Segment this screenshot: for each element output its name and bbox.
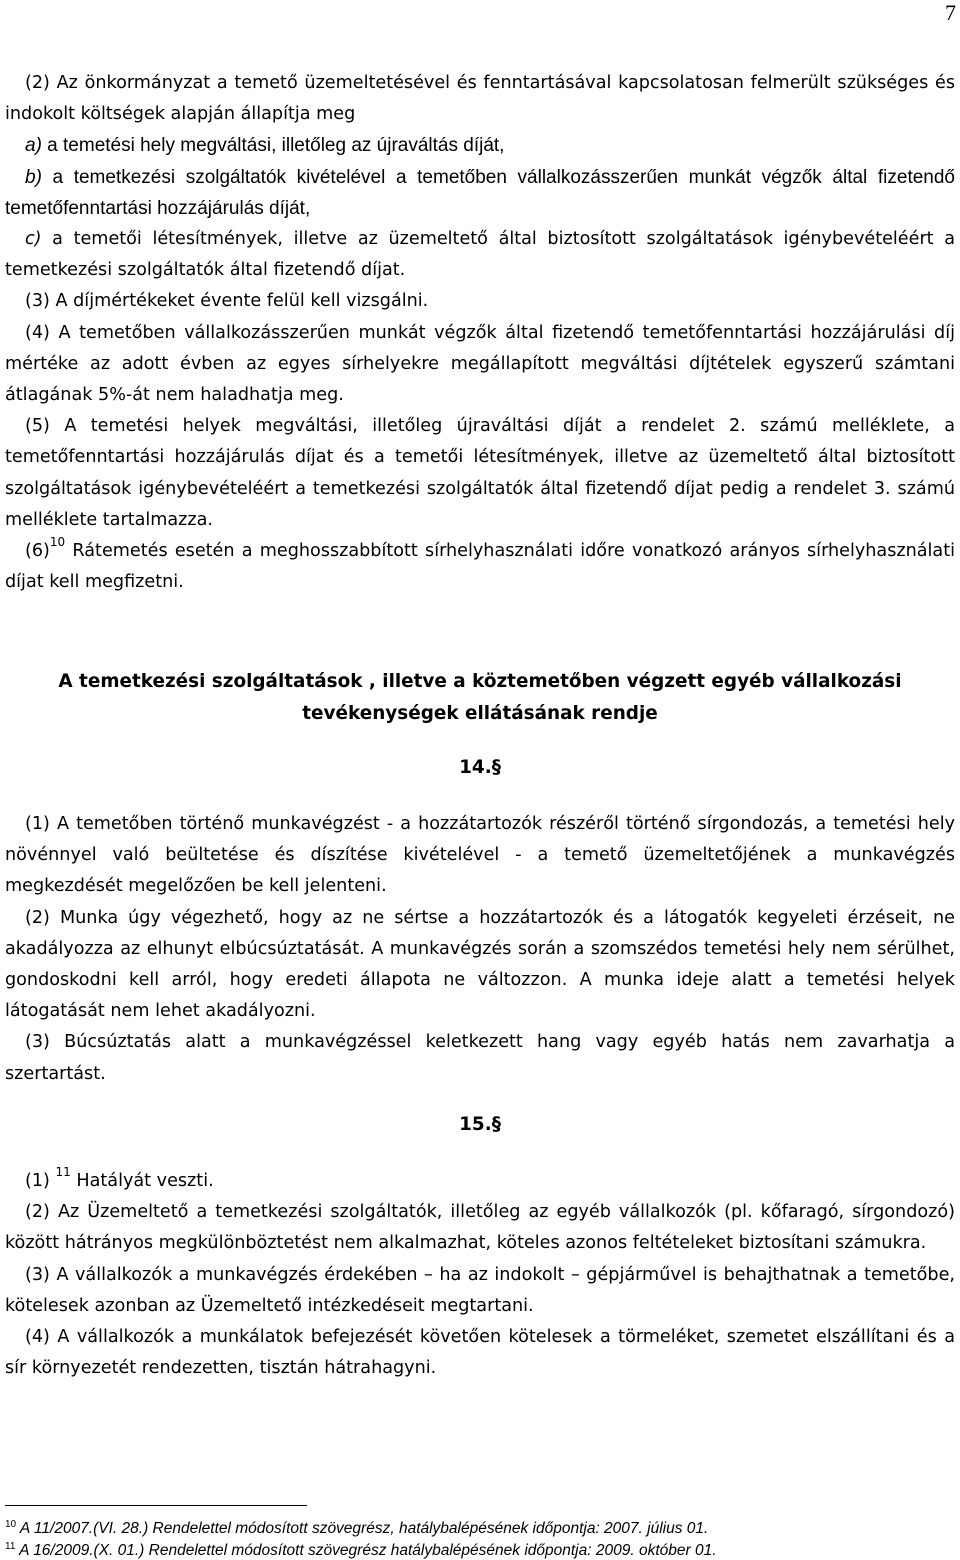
s15-paragraph-2: (2) Az Üzemeltető a temetkezési szolgáltatók, illetőleg az egyéb vállalkozók (pl. kőfaragó, sírgondozó) között hátrányos megkülönböztetést nem alkalmazhat, köteles azonos feltételeket biztosítani számukra. xyxy=(5,1202,955,1254)
top-paragraphs xyxy=(5,68,955,598)
paragraph-5: (5) A temetési helyek megváltási, illetőleg újraváltási díját a rendelet 2. számú melléklete, a temetőfenntartási hozzájárulás díjat és a temetői létesítmények, illetve az üzemeltető által biztosított szolgáltatások igénybevételéért a temetkezési szolgáltatók által fizetendő díjat pedig a rendelet 3. számú melléklete tartalmazza. xyxy=(5,416,955,530)
item-b: b) a temetkezési szolgáltatók kivételével a temetőben vállalkozásszerűen munkát végzők által fizetendő temetőfenntartási hozzájárulás díját, xyxy=(5,166,955,219)
section-number-15: 15.§ xyxy=(459,1114,501,1135)
footnote-separator xyxy=(5,1505,307,1506)
s15-paragraph-3: (3) A vállalkozók a munkavégzés érdekében – ha az indokolt – gépjárművel is behajthatnak a temetőbe, kötelesek azonban az Üzemeltető intézkedéseit megtartani. xyxy=(5,1264,955,1316)
s15-paragraph-4: (4) A vállalkozók a munkálatok befejezését követően kötelesek a törmeléket, szemetet elszállítani és a sír környezetét rendezetten, tisztán hátrahagyni. xyxy=(5,1327,955,1379)
paragraph-2: (2) Az önkormányzat a temető üzemeltetésével és fenntartásával kapcsolatosan felmerült szükséges és indokolt költségek alapján állapítja meg xyxy=(5,73,955,125)
paragraph-4: (4) A temetőben vállalkozásszerűen munkát végzők által fizetendő temetőfenntartási hozzájárulási díj mértéke az adott évben az egyes sírhelyekre megállapított megváltási díjtételek egyszerű számtani átlagának 5%-át nem haladhatja meg. xyxy=(5,322,955,406)
s14-paragraph-2: (2) Munka úgy végezhető, hogy az ne sértse a hozzátartozók és a látogatók kegyeleti érzéseit, ne akadályozza az elhunyt elbúcsúztatását. A munkavégzés során a szomszédos temetési hely nem sérülhet, gondoskodni kell arról, hogy eredeti állapota ne változzon. A munka ideje alatt a temetési helyek látogatását nem lehet akadályozni. xyxy=(5,907,955,1022)
page-number: 7 xyxy=(945,0,956,25)
s15-paragraph-1: (1) $^{11}$ Hatályát veszti. xyxy=(25,1165,214,1191)
paragraph-6: $(6)^{10}$ Rátemetés esetén a meghosszabbított sírhelyhasználati időre vonatkozó arányos sírhelyhasználati díjat kell megfizetni. xyxy=(5,535,955,593)
chapter-heading: A temetkezési szolgáltatások , illetve a köztemetőben végzett egyéb vállalkozási tevékenységek ellátásának rendje xyxy=(58,671,902,724)
item-c: c) a temetői létesítmények, illetve az üzemeltető által biztosított szolgáltatások igénybevételéért a temetkezési szolgáltatók által fizetendő díjat. xyxy=(5,229,955,281)
section-14-paragraphs xyxy=(5,809,955,1090)
section-number-14: 14.§ xyxy=(459,757,501,778)
footnote-ref-11[interactable]: 11 xyxy=(55,1165,71,1179)
paragraph-3: (3) A díjmértékeket évente felül kell vizsgálni. xyxy=(25,291,429,312)
footnote-11: $^{11}$ A 16/2009.(X. 01.) Rendelettel módosított szövegrész hatálybalépésének időpontja: 2009. október 01. xyxy=(5,1541,717,1559)
footnote-ref-10[interactable]: 10 xyxy=(49,535,66,550)
section-15-paragraphs xyxy=(5,1166,955,1384)
item-a: a) a temetési hely megváltási, illetőleg az újraváltás díját, xyxy=(25,135,505,157)
footnote-10: $^{10}$ A 11/2007.(VI. 28.) Rendelettel módosított szövegrész, hatálybalépésének időpontja: 2007. július 01. xyxy=(5,1519,709,1537)
s14-paragraph-3: (3) Búcsúztatás alatt a munkavégzéssel keletkezett hang vagy egyéb hatás nem zavarhatja a szertartást. xyxy=(5,1032,955,1084)
s14-paragraph-1: (1) A temetőben történő munkavégzést - a hozzátartozók részéről történő sírgondozás, a temetési hely növénnyel való beültetése és díszítése kivételével - a temető üzemeltetőjének a munkavégzés megkezdését megelőzően be kell jelenteni. xyxy=(5,814,955,897)
